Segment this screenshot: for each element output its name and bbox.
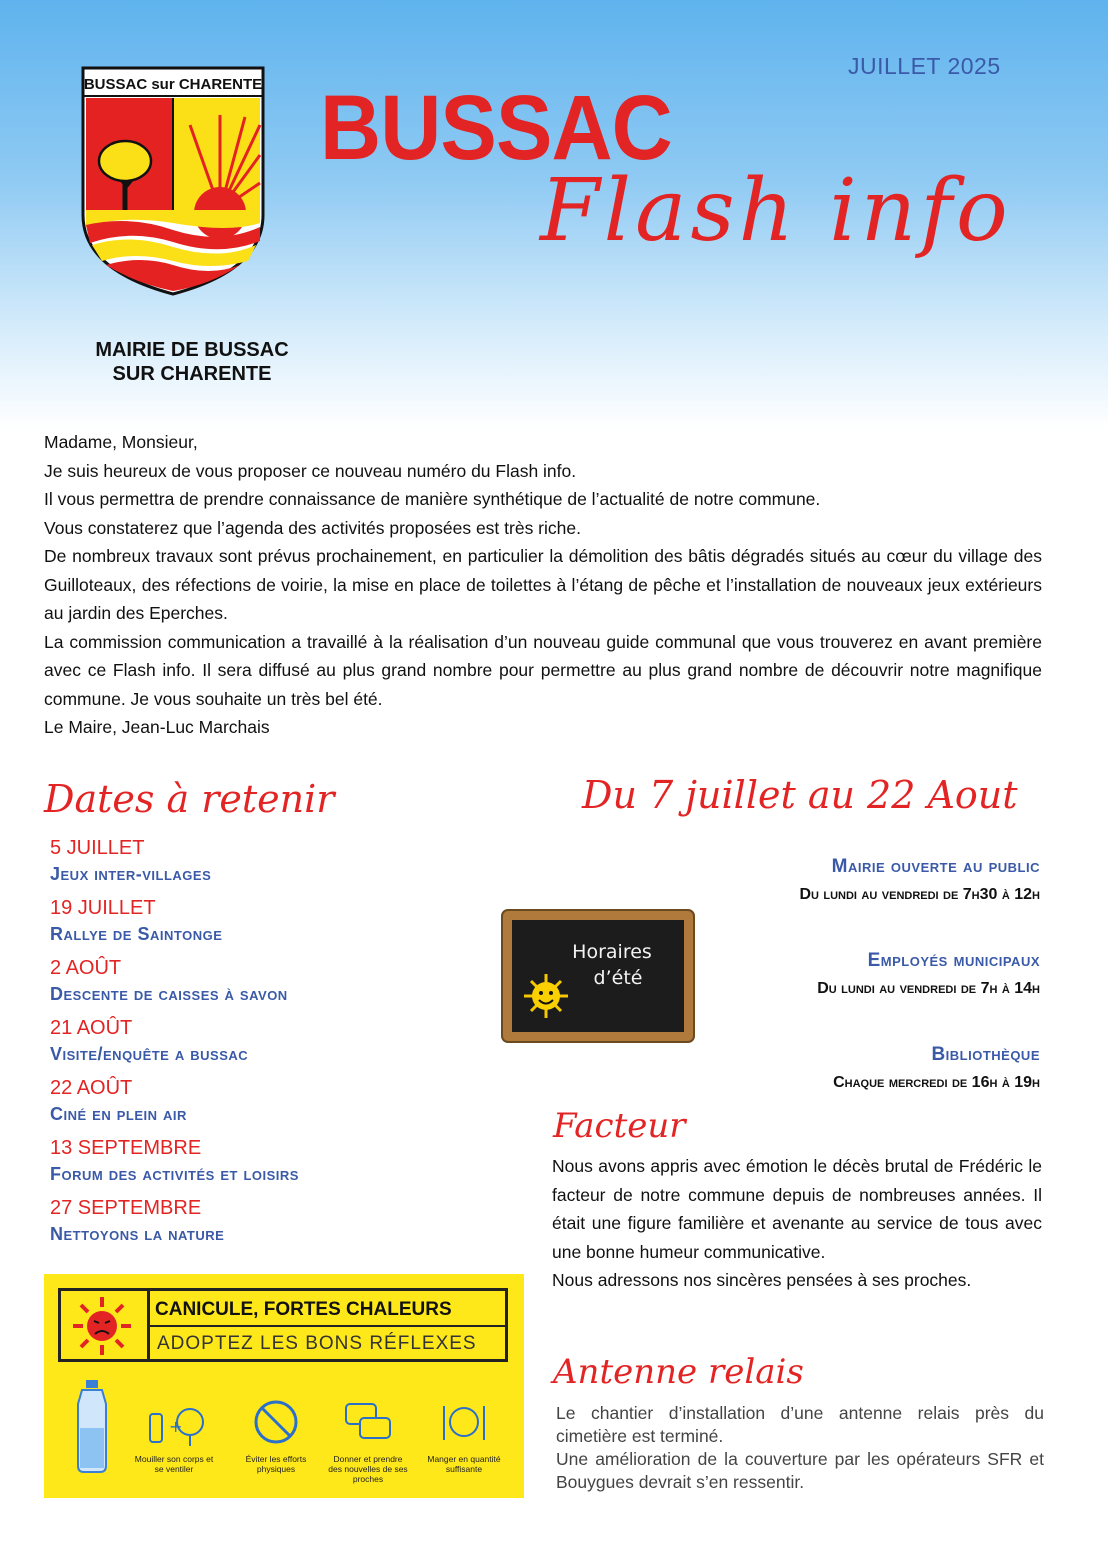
- article-paragraph: Le chantier d’installation d’une antenne relais près du cimetière est terminé.: [556, 1403, 1044, 1446]
- mayor-letter: [44, 428, 1042, 742]
- heat-tip: [326, 1394, 410, 1484]
- mairie-line-2: SUR CHARENTE: [112, 363, 272, 385]
- article-paragraph: Une amélioration de la couverture par les opérateurs SFR et Bouygues devrait s’en ressentir.: [556, 1449, 1044, 1492]
- heat-tip: [422, 1394, 506, 1474]
- facteur-heading: Facteur: [553, 1106, 686, 1146]
- heat-tip: [132, 1394, 216, 1474]
- mairie-line-1: MAIRIE DE BUSSAC: [95, 339, 289, 361]
- newsletter-title-main: BUSSAC: [320, 77, 672, 179]
- article-paragraph: Nous avons appris avec émotion le décès brutal de Frédéric le facteur de notre commune depuis de nombreuses années. Il était une figure familière et avenante au service de tous avec une bonne humeur communicative.: [552, 1156, 1042, 1262]
- mairie-name: [62, 338, 322, 386]
- event-date: 22 AOÛT: [50, 1077, 133, 1099]
- commune-crest-logo: [80, 65, 266, 297]
- list-item: [50, 896, 510, 956]
- list-item: [50, 836, 510, 896]
- list-item: [50, 1136, 510, 1196]
- letter-paragraph: La commission communication a travaillé à la réalisation d’un nouveau guide communal que vous trouverez en avant première avec ce Flash info. Il sera diffusé au plus grand nombre pour permettre au plus grand nombre de découvrir notre magnifique commune. Je vous souhaite un très bel été.: [44, 631, 1042, 709]
- event-name: Jeux inter-villages: [50, 864, 212, 884]
- article-paragraph: Nous adressons nos sincères pensées à ses proches.: [552, 1270, 972, 1290]
- no-effort-icon: [248, 1394, 304, 1450]
- event-name: Visite/enquête a bussac: [50, 1044, 249, 1064]
- event-name: Nettoyons la nature: [50, 1224, 225, 1244]
- event-date: 19 JUILLET: [50, 897, 156, 919]
- letter-paragraph: De nombreux travaux sont prévus prochainement, en particulier la démolition des bâtis dégradés situés au cœur du village des Guilloteaux, des réfections de voirie, la mise en place de toilettes à l’étang de pêche et l’installation de nouveaux jeux extérieurs au jardin des Eperches.: [44, 546, 1042, 623]
- letter-paragraph: Je suis heureux de vous proposer ce nouveau numéro du Flash info.: [44, 460, 577, 481]
- facteur-article: [552, 1152, 1042, 1295]
- event-date: 21 AOÛT: [50, 1017, 133, 1039]
- heat-tip-label: Manger en quantité suffisante: [427, 1454, 501, 1474]
- svg-text:BUSSAC sur CHARENTE: BUSSAC sur CHARENTE: [83, 76, 263, 93]
- summer-period-heading: Du 7 juillet au 22 Aout: [582, 773, 1018, 817]
- edition-date: JUILLET 2025: [848, 53, 1001, 79]
- event-name: Ciné en plein air: [50, 1104, 187, 1124]
- letter-greeting: Madame, Monsieur,: [44, 432, 198, 452]
- letter-paragraph: Vous constaterez que l’agenda des activités proposées est très riche.: [44, 517, 581, 538]
- heat-tip: [234, 1394, 318, 1474]
- hours-detail: Du lundi au vendredi de 7h30 à 12h: [799, 886, 1040, 903]
- dates-list: [50, 836, 510, 1256]
- event-name: Rallye de Saintonge: [50, 924, 223, 944]
- heatwave-header: [58, 1288, 508, 1362]
- antenne-article: [556, 1402, 1044, 1494]
- angry-sun-icon: [71, 1295, 133, 1357]
- hours-detail: Du lundi au vendredi de 7h à 14h: [817, 980, 1040, 997]
- event-date: 13 SEPTEMBRE: [50, 1137, 202, 1159]
- newsletter-title-script: Flash info: [540, 161, 1012, 261]
- event-date: 2 AOÛT: [50, 957, 122, 979]
- svg-text:+: +: [169, 1417, 183, 1436]
- divider: [147, 1325, 505, 1327]
- list-item: [600, 856, 1040, 950]
- event-date: 5 JUILLET: [50, 837, 145, 859]
- board-line-2: d’été: [593, 967, 643, 989]
- list-item: [50, 956, 510, 1016]
- chat-bubbles-icon: [340, 1394, 396, 1450]
- hours-service: Bibliothèque: [931, 1044, 1040, 1065]
- letter-paragraph: Il vous permettra de prendre connaissance de manière synthétique de l’actualité de notre commune.: [44, 489, 821, 509]
- board-line-1: Horaires: [572, 941, 652, 963]
- hours-service: Mairie ouverte au public: [831, 856, 1040, 877]
- list-item: [50, 1076, 510, 1136]
- letter-signature: Le Maire, Jean-Luc Marchais: [44, 717, 270, 737]
- heat-tip-label: Éviter les efforts physiques: [245, 1454, 307, 1474]
- heatwave-poster: [44, 1274, 524, 1498]
- heat-tip-label: Mouiller son corps et se ventiler: [134, 1454, 214, 1474]
- dates-heading: Dates à retenir: [44, 777, 335, 821]
- event-name: Forum des activités et loisirs: [50, 1164, 299, 1184]
- list-item: [50, 1016, 510, 1076]
- heat-tip-label: Donner et prendre des nouvelles de ses proches: [328, 1454, 408, 1484]
- hours-detail: Chaque mercredi de 16h à 19h: [833, 1074, 1040, 1091]
- heatwave-subtitle: ADOPTEZ LES BONS RÉFLEXES: [157, 1333, 477, 1354]
- list-item: [600, 950, 1040, 1044]
- heatwave-title: CANICULE, FORTES CHALEURS: [155, 1299, 452, 1320]
- summer-hours-list: [600, 856, 1040, 1138]
- plate-cutlery-icon: [436, 1394, 492, 1450]
- hours-service: Employés municipaux: [867, 950, 1040, 971]
- antenne-heading: Antenne relais: [553, 1352, 804, 1392]
- spray-fan-icon: [142, 1394, 206, 1450]
- event-name: Descente de caisses à savon: [50, 984, 288, 1004]
- list-item: [50, 1196, 510, 1256]
- event-date: 27 SEPTEMBRE: [50, 1197, 202, 1219]
- water-bottle-icon: [68, 1378, 116, 1474]
